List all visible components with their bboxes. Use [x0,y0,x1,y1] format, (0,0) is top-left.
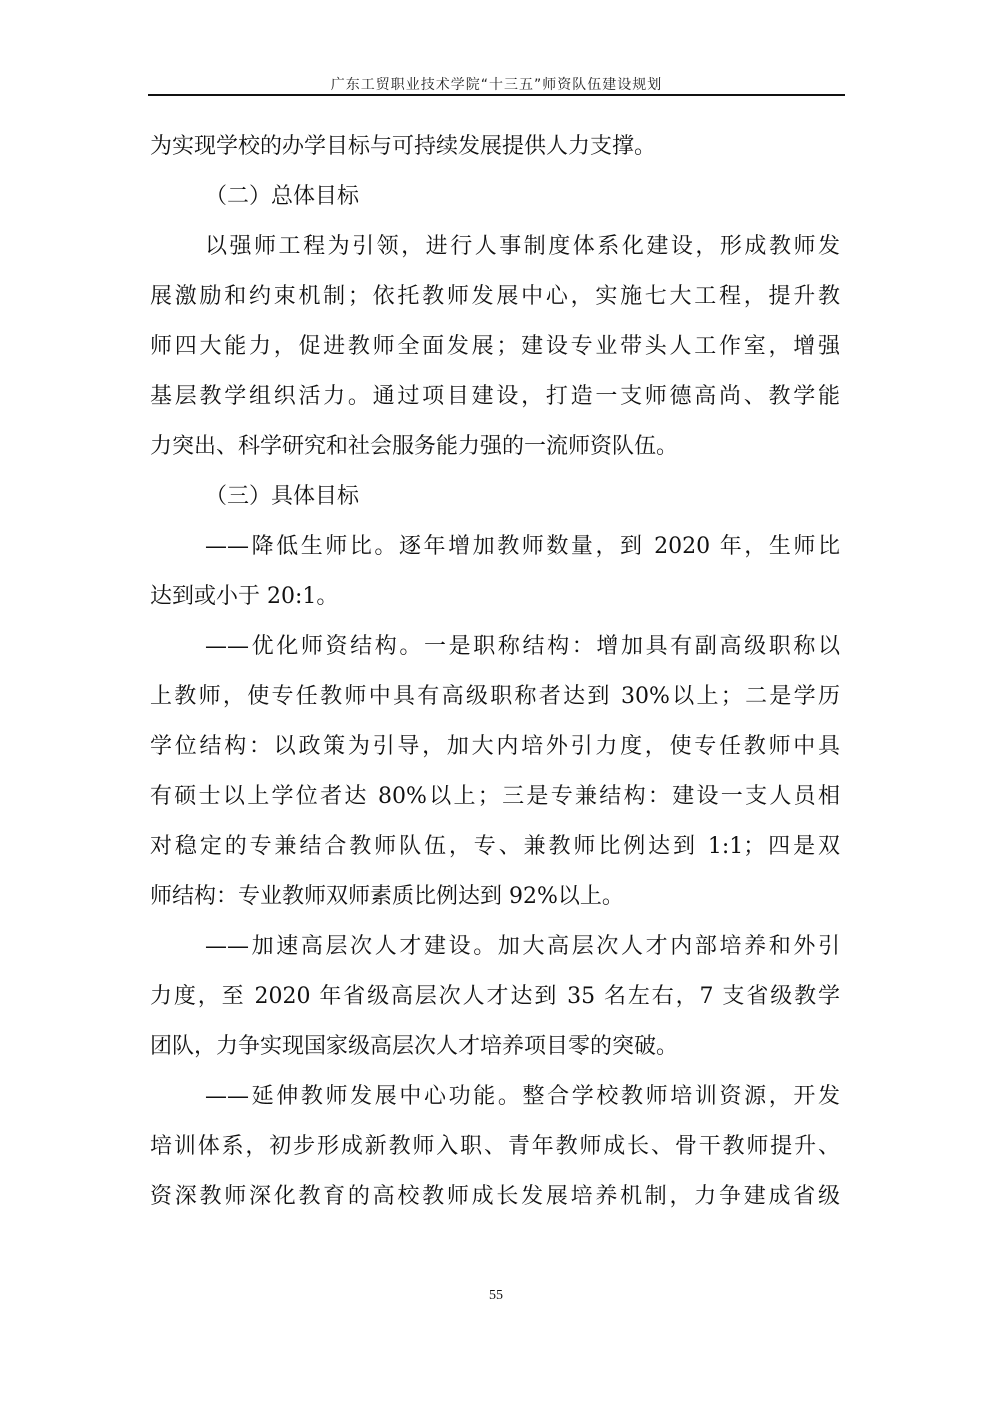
header-divider [148,94,845,96]
text-line: 有硕士以上学位者达 80%以上；三是专兼结构：建设一支人员相 [150,784,840,809]
page-header-title: 广东工贸职业技术学院“十三五”师资队伍建设规划 [330,77,663,93]
text-line: （三）具体目标 [205,484,360,509]
text-line: （二）总体目标 [205,184,360,209]
text-line: 师四大能力，促进教师全面发展；建设专业带头人工作室，增强 [150,334,840,359]
text-line: ——延伸教师发展中心功能。整合学校教师培训资源，开发 [205,1084,840,1109]
document-body [150,122,840,1222]
text-line: 力度，至 2020 年省级高层次人才达到 35 名左右，7 支省级教学 [150,984,840,1009]
text-line: 师结构：专业教师双师素质比例达到 92%以上。 [150,884,624,909]
text-line: 团队，力争实现国家级高层次人才培养项目零的突破。 [150,1034,679,1059]
text-line: 达到或小于 20:1。 [150,584,339,609]
text-line: 学位结构：以政策为引导，加大内培外引力度，使专任教师中具 [150,734,840,759]
text-line: 资深教师深化教育的高校教师成长发展培养机制，力争建成省级 [150,1184,840,1209]
text-line: 对稳定的专兼结合教师队伍，专、兼教师比例达到 1:1；四是双 [150,834,840,859]
text-line: 力突出、科学研究和社会服务能力强的一流师资队伍。 [150,434,679,459]
page-number: 55 [489,1288,503,1303]
text-line: 以强师工程为引领，进行人事制度体系化建设，形成教师发 [205,234,840,259]
text-line: 培训体系，初步形成新教师入职、青年教师成长、骨干教师提升、 [150,1134,840,1159]
text-line: 展激励和约束机制；依托教师发展中心，实施七大工程，提升教 [150,284,840,309]
text-line: ——加速高层次人才建设。加大高层次人才内部培养和外引 [205,934,840,959]
text-line: 为实现学校的办学目标与可持续发展提供人力支撑。 [150,134,657,159]
text-line: 基层教学组织活力。通过项目建设，打造一支师德高尚、教学能 [150,384,840,409]
text-line: 上教师，使专任教师中具有高级职称者达到 30%以上；二是学历 [150,684,840,709]
text-line: ——降低生师比。逐年增加教师数量，到 2020 年，生师比 [205,534,840,559]
text-line: ——优化师资结构。一是职称结构：增加具有副高级职称以 [205,634,840,659]
